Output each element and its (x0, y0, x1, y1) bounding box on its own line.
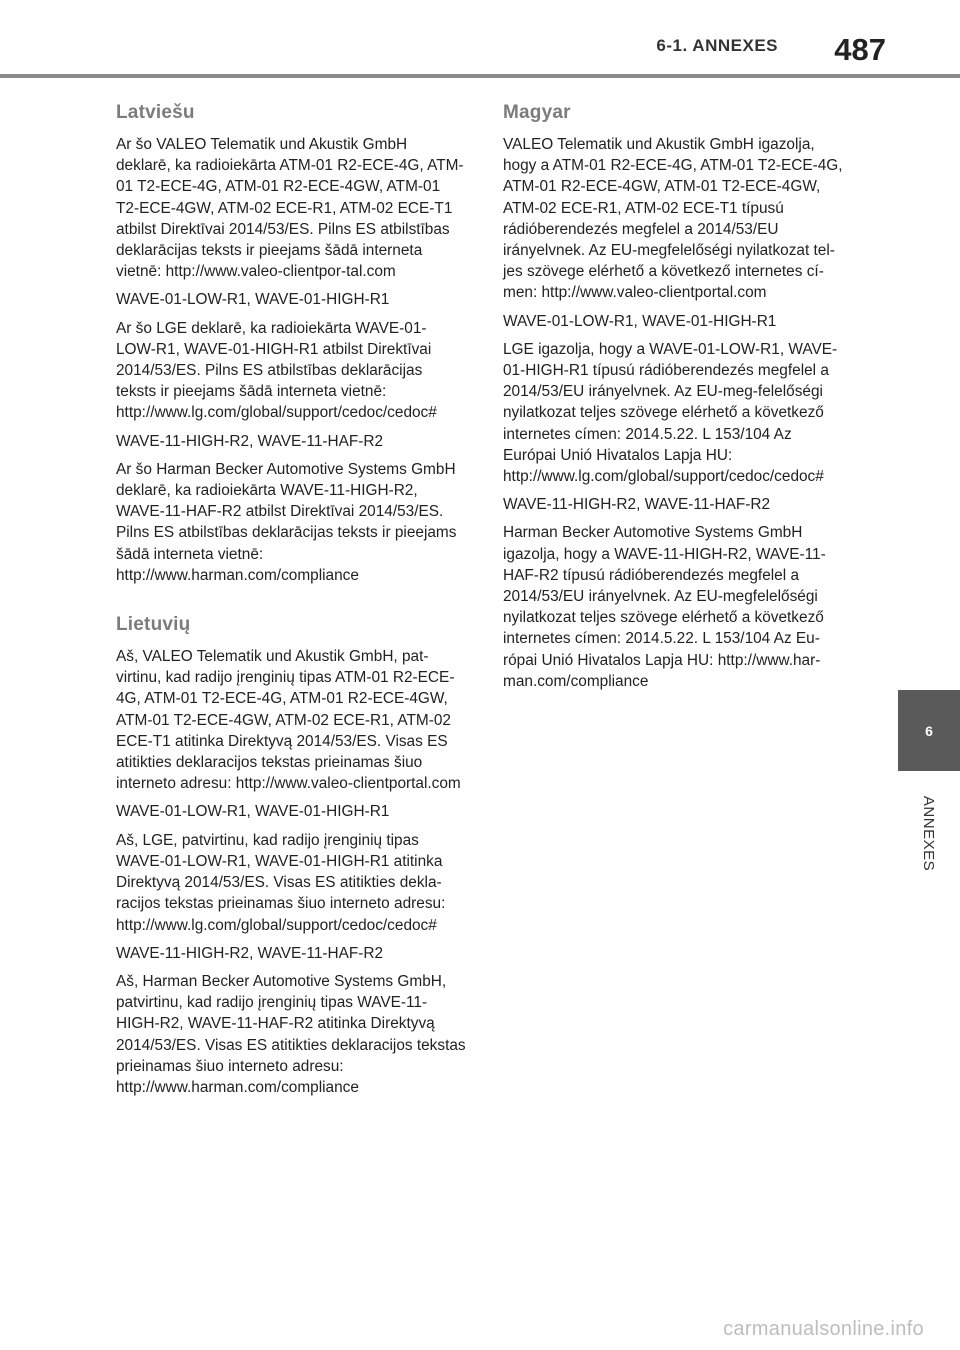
header-divider (0, 74, 960, 78)
model-line: WAVE-11-HIGH-R2, WAVE-11-HAF-R2 (116, 944, 384, 962)
page-number: 487 (834, 32, 886, 67)
section-heading: Lietuvių (116, 614, 191, 636)
chapter-number: 6 (925, 722, 933, 739)
paragraph: LGE igazolja, hogy a WAVE-01-LOW-R1, WAVE-01-HIGH-R1 típusú rádióberendezés megfelel a 2014/53/EU irányelvnek. Az EU-meg-felelőségi nyilatkozat teljes szövege elérhető a következő internetes címen: 2014.5.22. L 153/104 Az Európai Unió Hivatalos Lapja HU: http://www.lg.com/global/support/cedoc/cedoc# (503, 340, 838, 486)
page-header (0, 0, 960, 80)
chapter-label-container (898, 783, 960, 883)
watermark: carmanualsonline.info (723, 1318, 924, 1340)
right-column (503, 102, 848, 720)
model-line: WAVE-11-HIGH-R2, WAVE-11-HAF-R2 (503, 496, 771, 514)
model-line: WAVE-01-LOW-R1, WAVE-01-HIGH-R1 (116, 803, 390, 821)
chapter-label: ANNEXES (920, 795, 938, 871)
paragraph: Ar šo VALEO Telematik und Akustik GmbH deklarē, ka radioiekārta ATM-01 R2-ECE-4G, ATM-01 T2-ECE-4G, ATM-01 R2-ECE-4GW, ATM-01 T2-ECE-4GW, ATM-02 ECE-R1, ATM-02 ECE-T1 atbilst Direktīvai 2014/53/ES. Pilns ES atbilstības deklarācijas teksts ir pieejams šādā interneta vietnē: http://www.valeo-clientpor-tal.com (116, 136, 464, 281)
section-lietuviu (116, 614, 466, 1098)
left-column (116, 102, 466, 1126)
section-heading: Latviešu (116, 102, 195, 123)
section-title: 6-1. ANNEXES (656, 36, 778, 55)
section-magyar (503, 102, 848, 692)
paragraph: Aš, LGE, patvirtinu, kad radijo įrenginių tipas WAVE-01-LOW-R1, WAVE-01-HIGH-R1 atitinka Direktyvą 2014/53/ES. Visas ES atitikties dekla-racijos tekstas prieinamas šiuo interneto adresu: http://www.lg.com/global/support/cedoc/cedoc# (116, 831, 446, 934)
model-line: WAVE-11-HIGH-R2, WAVE-11-HAF-R2 (116, 432, 384, 450)
model-line: WAVE-01-LOW-R1, WAVE-01-HIGH-R1 (116, 291, 390, 309)
paragraph: Aš, VALEO Telematik und Akustik GmbH, pat-virtinu, kad radijo įrenginių tipas ATM-01 R2-ECE-4G, ATM-01 T2-ECE-4G, ATM-01 R2-ECE-4GW, ATM-01 T2-ECE-4GW, ATM-02 ECE-R1, ATM-02 ECE-T1 atitinka Direktyvą 2014/53/ES. Visas ES atitikties deklaracijos tekstas prieinamas šiuo interneto adresu: http://www.valeo-clientportal.com (116, 648, 461, 793)
section-latviesu (116, 102, 466, 586)
paragraph: Harman Becker Automotive Systems GmbH igazolja, hogy a WAVE-11-HIGH-R2, WAVE-11-HAF-R2 típusú rádióberendezés megfelel a 2014/53/EU irányelvnek. Az EU-megfelelőségi nyilatkozat teljes szövege elérhető a következő internetes címen: 2014.5.22. L 153/104 Az Eu-rópai Unió Hivatalos Lapja HU: http://www.har-man.com/compliance (503, 524, 826, 690)
paragraph: Aš, Harman Becker Automotive Systems GmbH, patvirtinu, kad radijo įrenginių tipas WAVE-11-HIGH-R2, WAVE-11-HAF-R2 atitinka Direktyvą 2014/53/ES. Visas ES atitikties deklaracijos tekstas prieinamas šiuo interneto adresu: http://www.harman.com/compliance (116, 972, 466, 1096)
chapter-tab (898, 690, 960, 771)
model-line: WAVE-01-LOW-R1, WAVE-01-HIGH-R1 (503, 312, 777, 330)
section-heading: Magyar (503, 102, 571, 123)
paragraph: Ar šo Harman Becker Automotive Systems GmbH deklarē, ka radioiekārta WAVE-11-HIGH-R2, WAVE-11-HAF-R2 atbilst Direktīvai 2014/53/ES. Pilns ES atbilstības deklarācijas teksts ir pieejams šādā interneta vietnē: http://www.harman.com/compliance (116, 460, 457, 584)
paragraph: VALEO Telematik und Akustik GmbH igazolja, hogy a ATM-01 R2-ECE-4G, ATM-01 T2-ECE-4G, ATM-01 R2-ECE-4GW, ATM-01 T2-ECE-4GW, ATM-02 ECE-R1, ATM-02 ECE-T1 típusú rádióberendezés megfelel a 2014/53/EU irányelvnek. Az EU-megfelelőségi nyilatkozat tel-jes szövege elérhető a következő internetes cí-men: http://www.valeo-clientportal.com (503, 136, 843, 302)
paragraph: Ar šo LGE deklarē, ka radioiekārta WAVE-01-LOW-R1, WAVE-01-HIGH-R1 atbilst Direktīvai 2014/53/ES. Pilns ES atbilstības deklarācijas teksts ir pieejams šādā interneta vietnē: http://www.lg.com/global/support/cedoc/cedoc# (116, 319, 437, 422)
